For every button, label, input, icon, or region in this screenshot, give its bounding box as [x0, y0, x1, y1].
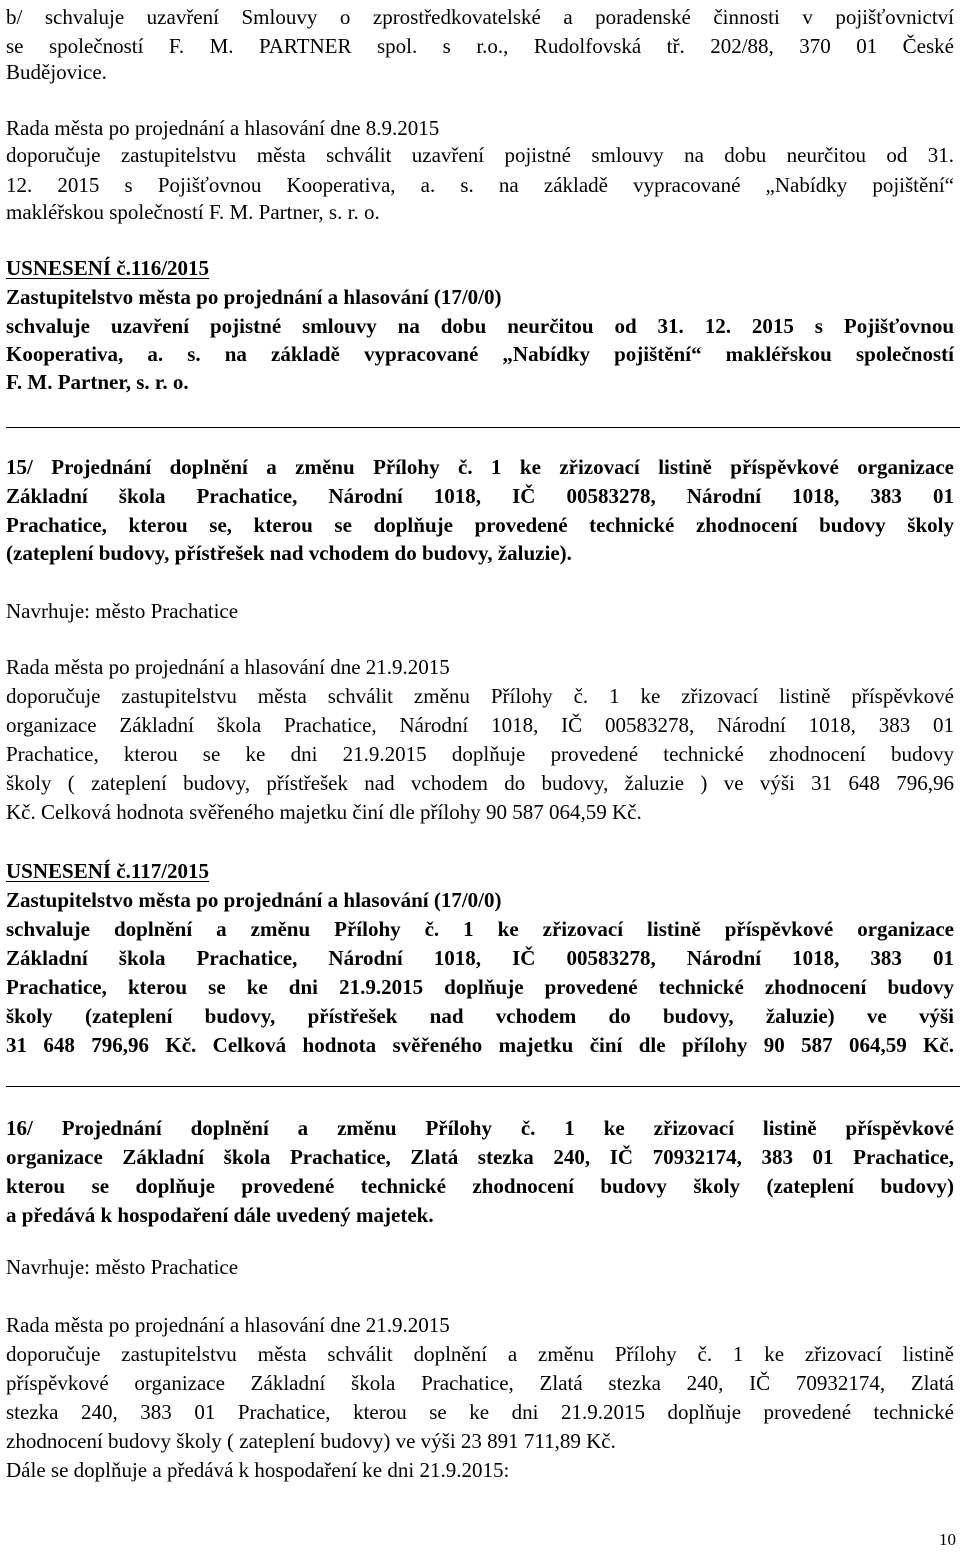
item-title-line: Základní škola Prachatice, Národní 1018, IČ 00583278, Národní 1018, 383 01	[6, 484, 954, 508]
paragraph-line: 12. 2015 s Pojišťovnou Kooperativa, a. s. na základě vypracované „Nabídky pojištění“	[6, 173, 954, 197]
paragraph-line: příspěvkové organizace Základní škola Prachatice, Zlatá stezka 240, IČ 70932174, Zlatá	[6, 1371, 954, 1395]
council-heading: Rada města po projednání a hlasování dne 8.9.2015	[6, 116, 440, 140]
paragraph-line: Kč. Celková hodnota svěřeného majetku činí dle přílohy 90 587 064,59 Kč.	[6, 800, 642, 824]
resolution-heading	[6, 858, 954, 886]
item-title-line: a předává k hospodaření dále uvedený majetek.	[6, 1203, 434, 1227]
item-title-line: (zateplení budovy, přístřešek nad vchodem do budovy, žaluzie).	[6, 541, 572, 565]
paragraph-line: doporučuje zastupitelstvu města schválit doplnění a změnu Přílohy č. 1 ke zřizovací listině	[6, 1342, 954, 1366]
paragraph-line: makléřskou společností F. M. Partner, s. r. o.	[6, 200, 380, 224]
resolution-line: schvaluje doplnění a změnu Přílohy č. 1 ke zřizovací listině příspěvkové organizace	[6, 917, 954, 941]
paragraph-line: školy ( zateplení budovy, přístřešek nad vchodem do budovy, žaluzie ) ve výši 31 648 796,96	[6, 771, 954, 795]
resolution-line: Prachatice, kterou se ke dni 21.9.2015 doplňuje provedené technické zhodnocení budovy	[6, 975, 954, 999]
section-divider	[6, 1086, 960, 1087]
paragraph-line: organizace Základní škola Prachatice, Národní 1018, IČ 00583278, Národní 1018, 383 01	[6, 713, 954, 737]
item-title-line: organizace Základní škola Prachatice, Zlatá stezka 240, IČ 70932174, 383 01 Prachatice,	[6, 1145, 954, 1169]
item-title-line: 15/ Projednání doplnění a změnu Přílohy č. 1 ke zřizovací listině příspěvkové organizace	[6, 455, 954, 479]
item-title-line: Prachatice, kterou se, kterou se doplňuje provedené technické zhodnocení budovy školy	[6, 513, 954, 537]
section-divider	[6, 427, 960, 428]
paragraph-line: doporučuje zastupitelstvu města schválit uzavření pojistné smlouvy na dobu neurčitou od 31.	[6, 143, 954, 167]
resolution-line: Základní škola Prachatice, Národní 1018, IČ 00583278, Národní 1018, 383 01	[6, 946, 954, 970]
council-heading: Rada města po projednání a hlasování dne 21.9.2015	[6, 1313, 450, 1337]
paragraph-line: b/ schvaluje uzavření Smlouvy o zprostředkovatelské a poradenské činnosti v pojišťovnictví	[6, 5, 954, 29]
resolution-line: školy (zateplení budovy, přístřešek nad vchodem do budovy, žaluzie) ve výši	[6, 1004, 954, 1028]
resolution-line: Kooperativa, a. s. na základě vypracované „Nabídky pojištění“ makléřskou společností	[6, 342, 954, 366]
resolution-heading-number: 117/2015	[130, 859, 210, 883]
resolution-heading-prefix: USNESENÍ č.	[6, 859, 131, 883]
item-title-line: 16/ Projednání doplnění a změnu Přílohy č. 1 ke zřizovací listině příspěvkové	[6, 1116, 954, 1140]
resolution-heading	[6, 255, 954, 283]
item-title-line: kterou se doplňuje provedené technické zhodnocení budovy školy (zateplení budovy)	[6, 1174, 954, 1198]
proposer-line: Navrhuje: město Prachatice	[6, 599, 239, 623]
page-number: 10	[939, 1530, 956, 1549]
paragraph-line: zhodnocení budovy školy ( zateplení budovy) ve výši 23 891 711,89 Kč.	[6, 1429, 616, 1453]
resolution-line: schvaluje uzavření pojistné smlouvy na dobu neurčitou od 31. 12. 2015 s Pojišťovnou	[6, 314, 954, 338]
paragraph-line: Dále se doplňuje a předává k hospodaření ke dni 21.9.2015:	[6, 1458, 510, 1482]
paragraph-line: stezka 240, 383 01 Prachatice, kterou se ke dni 21.9.2015 doplňuje provedené technické	[6, 1400, 954, 1424]
proposer-line: Navrhuje: město Prachatice	[6, 1255, 239, 1279]
paragraph-line: Budějovice.	[6, 60, 107, 84]
resolution-heading-number: 116/2015	[130, 256, 210, 280]
resolution-heading-prefix: USNESENÍ č.	[6, 256, 131, 280]
resolution-line: F. M. Partner, s. r. o.	[6, 370, 189, 394]
resolution-line: Zastupitelstvo města po projednání a hlasování (17/0/0)	[6, 285, 502, 309]
council-heading: Rada města po projednání a hlasování dne 21.9.2015	[6, 655, 450, 679]
paragraph-line: se společností F. M. PARTNER spol. s r.o., Rudolfovská tř. 202/88, 370 01 České	[6, 34, 954, 58]
resolution-line: 31 648 796,96 Kč. Celková hodnota svěřeného majetku činí dle přílohy 90 587 064,59 Kč.	[6, 1033, 954, 1057]
resolution-line: Zastupitelstvo města po projednání a hlasování (17/0/0)	[6, 888, 502, 912]
paragraph-line: doporučuje zastupitelstvu města schválit změnu Přílohy č. 1 ke zřizovací listině příspěvkové	[6, 684, 954, 708]
paragraph-line: Prachatice, kterou se ke dni 21.9.2015 doplňuje provedené technické zhodnocení budovy	[6, 742, 954, 766]
